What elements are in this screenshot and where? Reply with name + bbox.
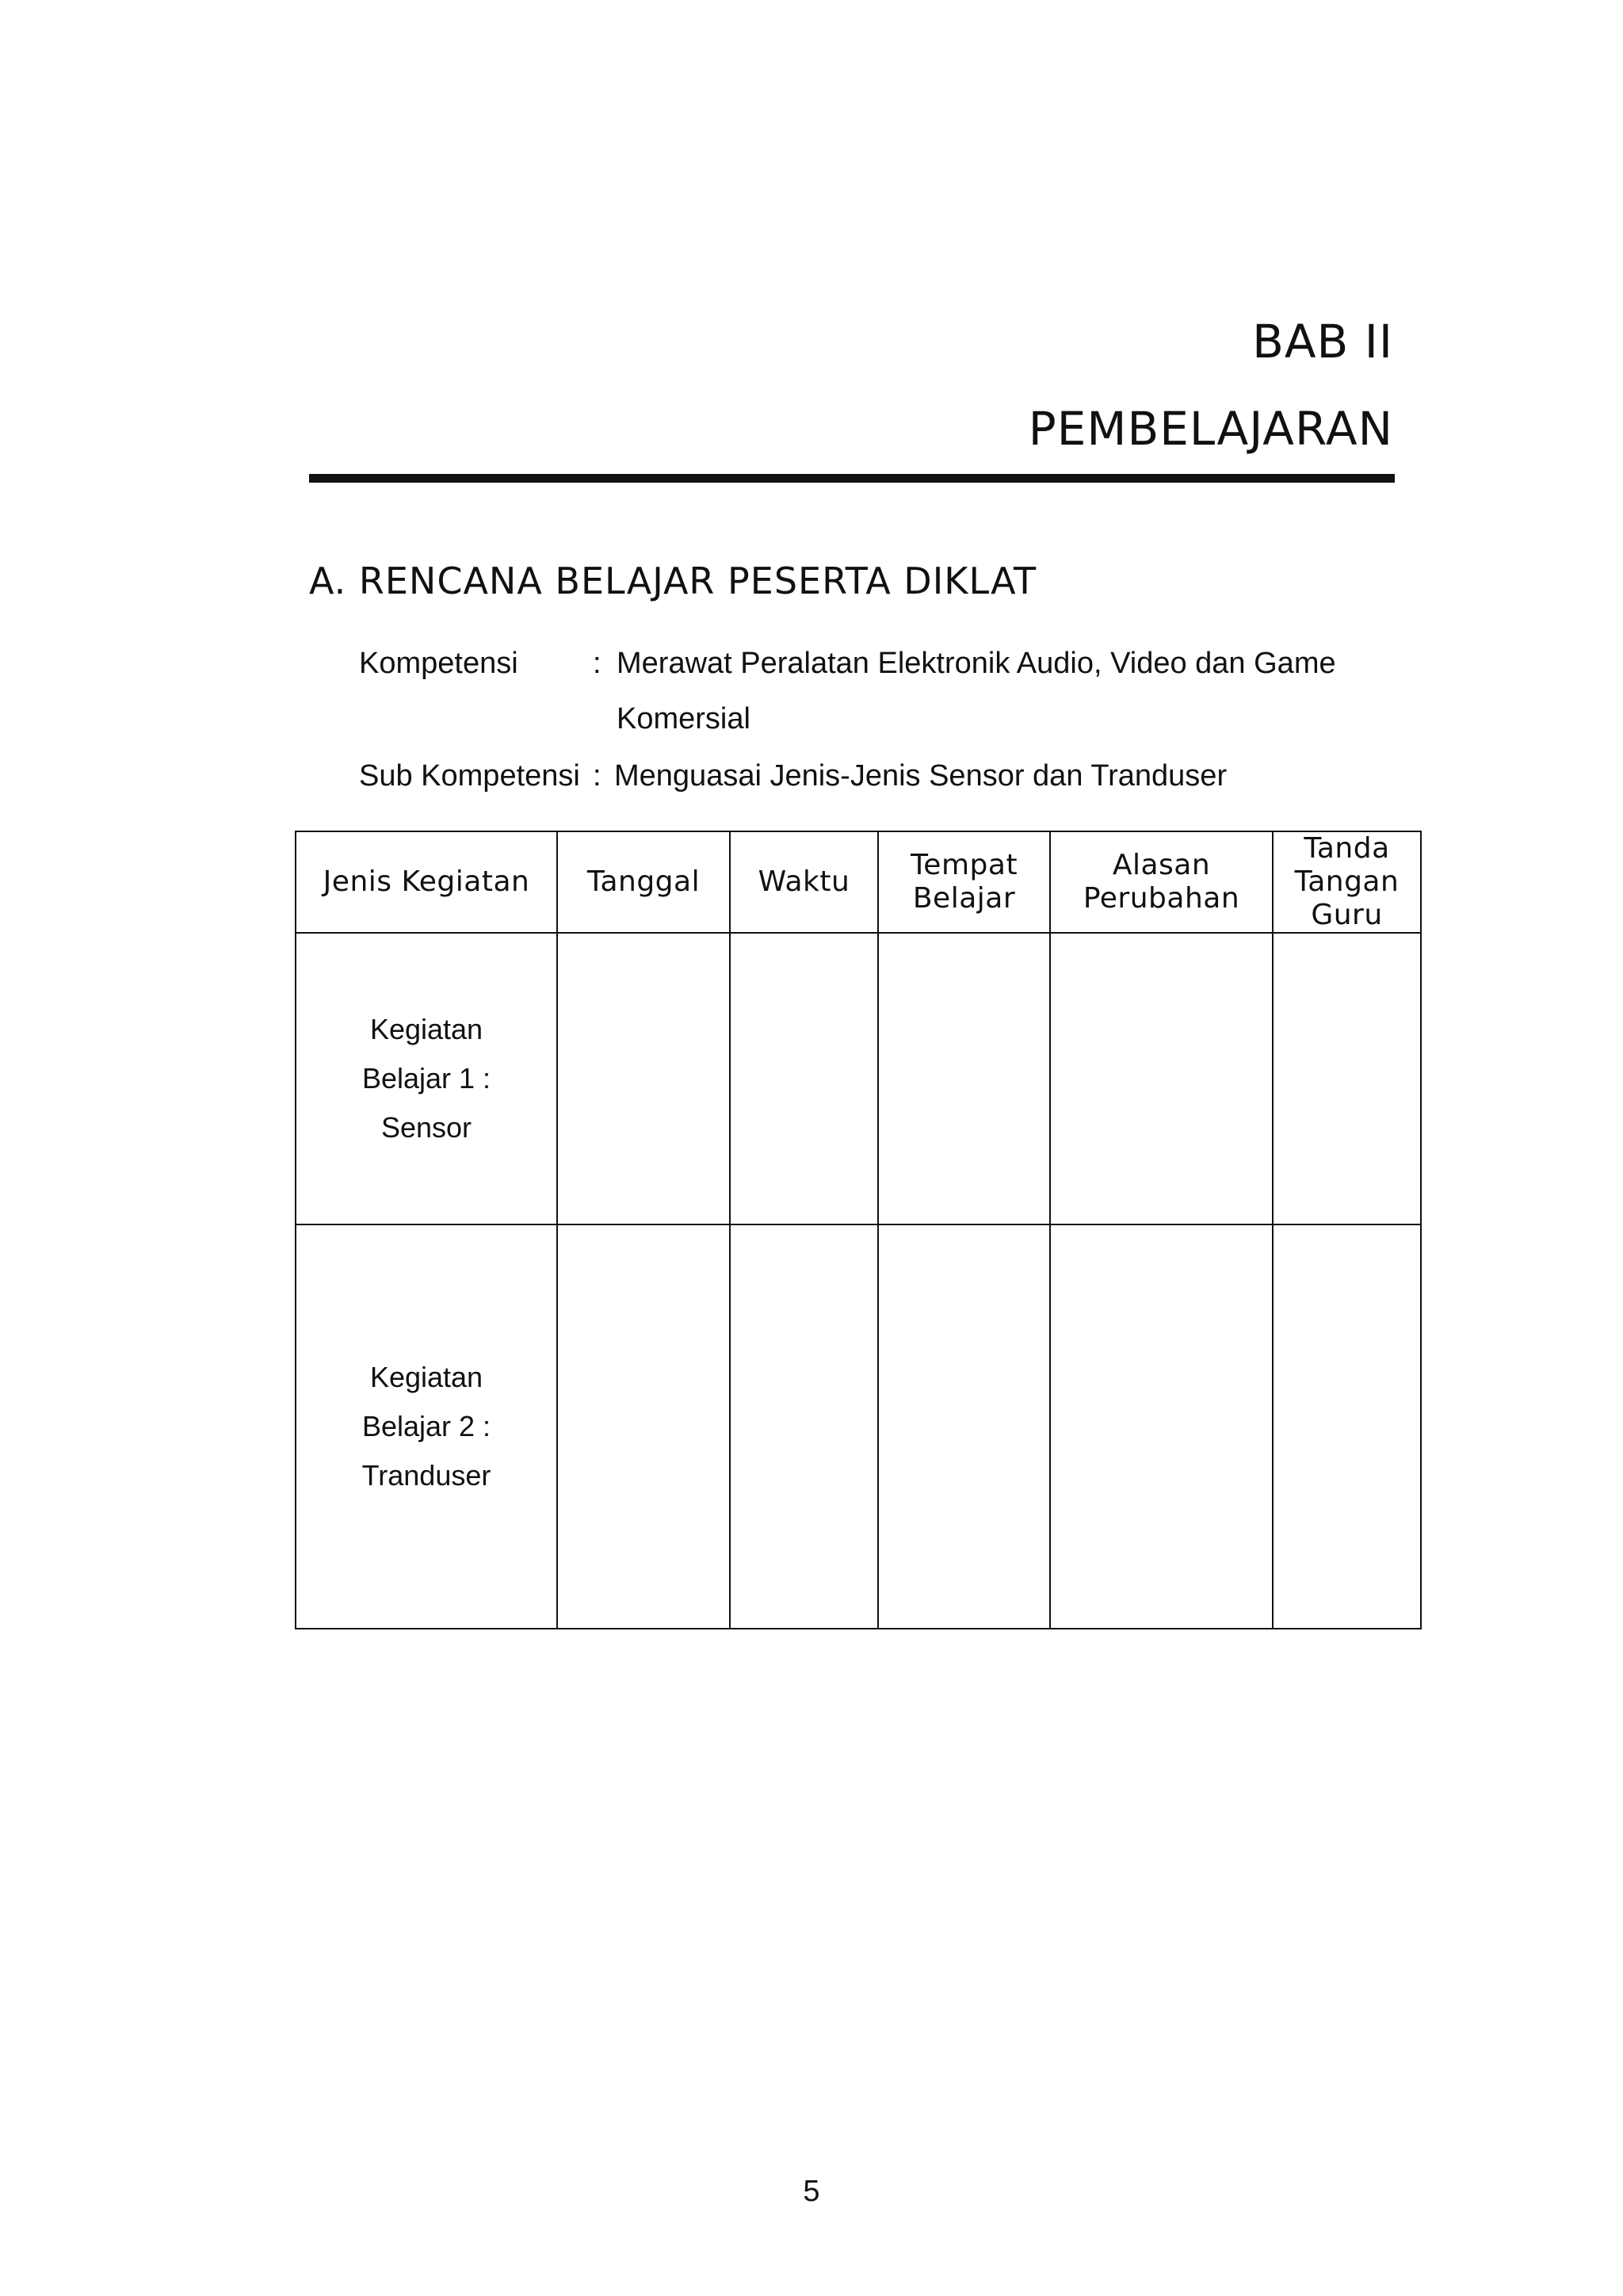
- cell-tanda-tangan-guru[interactable]: [1273, 933, 1421, 1224]
- header-guru-line: Guru: [1311, 899, 1383, 931]
- row-label-line: Kegiatan: [369, 1013, 483, 1045]
- table-header-row: [296, 831, 1421, 933]
- header-tanda-tangan-guru: [1273, 831, 1421, 933]
- cell-tempat-belajar[interactable]: [878, 933, 1050, 1224]
- kompetensi-value-line2: Komersial: [617, 702, 750, 735]
- cell-tempat-belajar[interactable]: [878, 1224, 1050, 1629]
- row-label-kegiatan-1: [296, 933, 557, 1224]
- study-plan-table: [295, 831, 1422, 1629]
- sub-kompetensi-colon: :: [593, 759, 601, 793]
- kompetensi-colon: :: [593, 647, 601, 680]
- table-row: [296, 933, 1421, 1224]
- row-label-line: Belajar 2 :: [361, 1410, 491, 1442]
- cell-alasan-perubahan[interactable]: [1050, 1224, 1273, 1629]
- row-label-line: Tranduser: [361, 1459, 491, 1492]
- header-tempat-belajar: [878, 831, 1050, 933]
- table-row: [296, 1224, 1421, 1629]
- cell-tanda-tangan-guru[interactable]: [1273, 1224, 1421, 1629]
- sub-kompetensi-label: Sub Kompetensi: [359, 759, 580, 793]
- header-belajar-line: Belajar: [912, 882, 1016, 915]
- page-number: 5: [803, 2175, 820, 2208]
- section-heading: A. RENCANA BELAJAR PESERTA DIKLAT: [309, 560, 1037, 602]
- chapter-divider: [309, 474, 1395, 483]
- cell-tanggal[interactable]: [557, 1224, 730, 1629]
- kompetensi-label: Kompetensi: [359, 647, 518, 680]
- header-jenis-kegiatan: Jenis Kegiatan: [296, 831, 557, 933]
- cell-alasan-perubahan[interactable]: [1050, 933, 1273, 1224]
- cell-waktu[interactable]: [730, 1224, 878, 1629]
- header-tempat-line: Tempat: [910, 849, 1018, 881]
- kompetensi-value-line1: Merawat Peralatan Elektronik Audio, Video dan Game: [617, 647, 1336, 680]
- row-label-kegiatan-2: [296, 1224, 557, 1629]
- header-alasan-line: Alasan: [1112, 849, 1211, 881]
- header-tanggal: Tanggal: [557, 831, 730, 933]
- row-label-line: Kegiatan: [369, 1361, 483, 1393]
- row-label-line: Sensor: [380, 1111, 472, 1144]
- chapter-title: PEMBELAJARAN: [1028, 402, 1393, 456]
- header-waktu: Waktu: [730, 831, 878, 933]
- chapter-number: BAB II: [1252, 315, 1393, 369]
- header-tangan-line: Tangan: [1294, 865, 1400, 898]
- row-label-line: Belajar 1 :: [361, 1062, 491, 1095]
- header-alasan-perubahan: [1050, 831, 1273, 933]
- cell-waktu[interactable]: [730, 933, 878, 1224]
- header-tanda-line: Tanda: [1304, 832, 1390, 865]
- sub-kompetensi-value: Menguasai Jenis-Jenis Sensor dan Tranduser: [614, 759, 1228, 793]
- header-perubahan-line: Perubahan: [1083, 882, 1240, 915]
- cell-tanggal[interactable]: [557, 933, 730, 1224]
